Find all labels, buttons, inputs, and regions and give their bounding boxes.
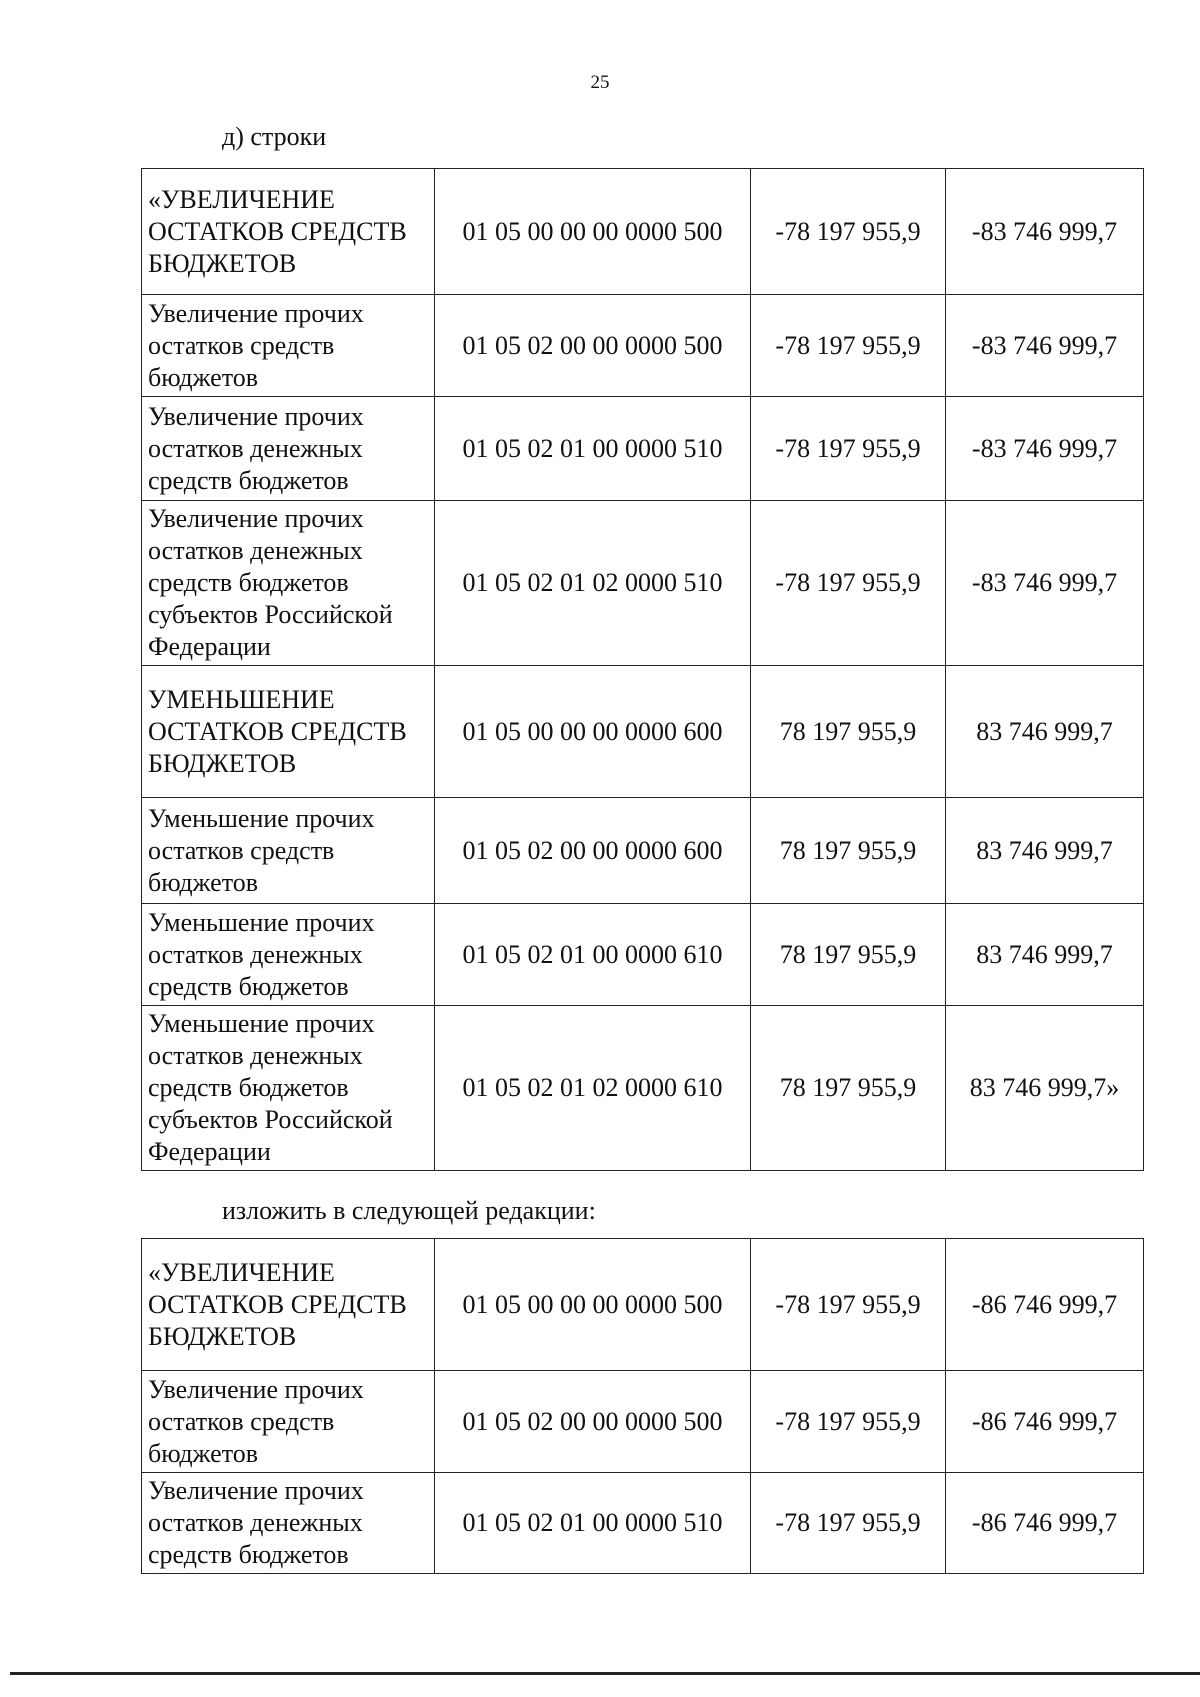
row-value-1: -78 197 955,9: [751, 501, 946, 666]
row-value-1: 78 197 955,9: [751, 904, 946, 1006]
table-row: [142, 798, 1144, 904]
row-value-1: -78 197 955,9: [751, 1239, 946, 1371]
row-name: УМЕНЬШЕНИЕ ОСТАТКОВ СРЕДСТВ БЮДЖЕТОВ: [142, 666, 435, 798]
intro-text-rows: д) строки: [222, 122, 327, 151]
row-code: 01 05 02 01 02 0000 510: [435, 501, 751, 666]
row-value-2: -83 746 999,7: [946, 169, 1144, 295]
row-value-1: 78 197 955,9: [751, 666, 946, 798]
table-row: [142, 666, 1144, 798]
row-name: Увеличение прочих остатков денежных средств бюджетов: [142, 397, 435, 501]
row-value-2: -83 746 999,7: [946, 501, 1144, 666]
row-name: Увеличение прочих остатков средств бюджетов: [142, 295, 435, 397]
row-code: 01 05 02 00 00 0000 600: [435, 798, 751, 904]
table-row: [142, 397, 1144, 501]
row-name: Увеличение прочих остатков денежных средств бюджетов субъектов Российской Федерации: [142, 501, 435, 666]
row-value-2: -86 746 999,7: [946, 1371, 1144, 1473]
row-value-2: 83 746 999,7: [946, 666, 1144, 798]
table-old-rows: [141, 168, 1144, 1171]
row-value-1: -78 197 955,9: [751, 169, 946, 295]
row-value-1: 78 197 955,9: [751, 1006, 946, 1171]
row-name: «УВЕЛИЧЕНИЕ ОСТАТКОВ СРЕДСТВ БЮДЖЕТОВ: [142, 169, 435, 295]
row-value-2: 83 746 999,7: [946, 904, 1144, 1006]
row-code: 01 05 00 00 00 0000 500: [435, 169, 751, 295]
bottom-rule: [10, 1672, 1200, 1675]
page-number: 25: [590, 72, 610, 93]
row-value-2: 83 746 999,7»: [946, 1006, 1144, 1171]
row-code: 01 05 02 01 00 0000 610: [435, 904, 751, 1006]
row-value-1: -78 197 955,9: [751, 397, 946, 501]
table-row: [142, 1006, 1144, 1171]
table-row: [142, 1371, 1144, 1473]
table-new-rows: [141, 1238, 1144, 1574]
table-row: [142, 1239, 1144, 1371]
row-value-1: 78 197 955,9: [751, 798, 946, 904]
row-code: 01 05 02 00 00 0000 500: [435, 1371, 751, 1473]
table-row: [142, 501, 1144, 666]
row-value-2: -83 746 999,7: [946, 295, 1144, 397]
row-code: 01 05 02 00 00 0000 500: [435, 295, 751, 397]
row-name: Уменьшение прочих остатков денежных средств бюджетов субъектов Российской Федерации: [142, 1006, 435, 1171]
row-name: Увеличение прочих остатков средств бюджетов: [142, 1371, 435, 1473]
row-value-2: 83 746 999,7: [946, 798, 1144, 904]
table-row: [142, 295, 1144, 397]
intro-text-new-edition: изложить в следующей редакции:: [222, 1196, 596, 1225]
row-name: Уменьшение прочих остатков денежных средств бюджетов: [142, 904, 435, 1006]
row-code: 01 05 02 01 02 0000 610: [435, 1006, 751, 1171]
row-code: 01 05 02 01 00 0000 510: [435, 1473, 751, 1574]
row-name: Уменьшение прочих остатков средств бюджетов: [142, 798, 435, 904]
row-value-2: -86 746 999,7: [946, 1473, 1144, 1574]
row-value-1: -78 197 955,9: [751, 295, 946, 397]
table-row: [142, 169, 1144, 295]
row-value-1: -78 197 955,9: [751, 1371, 946, 1473]
row-code: 01 05 02 01 00 0000 510: [435, 397, 751, 501]
row-value-1: -78 197 955,9: [751, 1473, 946, 1574]
row-code: 01 05 00 00 00 0000 600: [435, 666, 751, 798]
row-name: «УВЕЛИЧЕНИЕ ОСТАТКОВ СРЕДСТВ БЮДЖЕТОВ: [142, 1239, 435, 1371]
row-name: Увеличение прочих остатков денежных средств бюджетов: [142, 1473, 435, 1574]
table-row: [142, 1473, 1144, 1574]
row-value-2: -83 746 999,7: [946, 397, 1144, 501]
row-value-2: -86 746 999,7: [946, 1239, 1144, 1371]
row-code: 01 05 00 00 00 0000 500: [435, 1239, 751, 1371]
table-row: [142, 904, 1144, 1006]
